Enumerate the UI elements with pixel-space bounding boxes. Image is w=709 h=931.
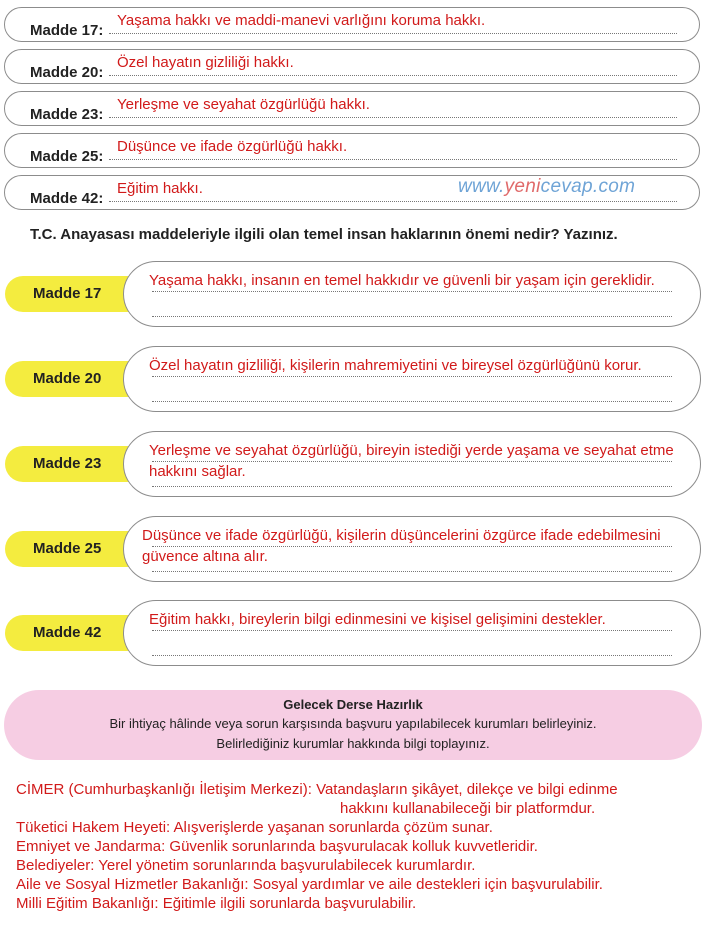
dotted-line [109,201,677,202]
site-watermark [458,176,635,198]
article-answer: Yaşama hakkı ve maddi-manevi varlığını koruma hakkı. [117,12,486,29]
institution-item: Emniyet ve Jandarma: Güvenlik sorunlarında başvurulacak kolluk kuvvetleridir. [16,838,538,855]
dotted-line [152,546,672,547]
article-label: Madde 42: [30,190,104,207]
watermark-accent: yeni [504,176,541,197]
dotted-line [152,461,672,462]
article-label: Madde 25: [30,148,104,165]
answer-text: Yerleşme ve seyahat özgürlüğü, bireyin istediği yerde yaşama ve seyahat etme hakkını sağlar. [149,442,674,480]
dotted-line [109,159,677,160]
article-pill: Madde 17 [5,276,145,312]
answer-box [123,261,701,327]
article-pill: Madde 20 [5,361,145,397]
dotted-line [152,401,672,402]
answer-text: Eğitim hakkı, bireylerin bilgi edinmesini ve kişisel gelişimini destekler. [149,611,606,628]
article-pill: Madde 42 [5,615,145,651]
article-answer: Özel hayatın gizliliği hakkı. [117,54,294,71]
article-answer: Düşünce ve ifade özgürlüğü hakkı. [117,138,348,155]
article-row [4,91,700,126]
article-row [4,49,700,84]
dotted-line [152,291,672,292]
answer-box [123,346,701,412]
dotted-line [152,376,672,377]
article-label: Madde 17: [30,22,104,39]
dotted-line [109,33,677,34]
institution-item: Belediyeler: Yerel yönetim sorunlarında başvurulabilecek kurumlardır. [16,857,476,874]
answer-box [123,431,701,497]
answer-text: Düşünce ve ifade özgürlüğü, kişilerin düşüncelerini özgürce ifade edebilmesini güvence altına alır. [142,527,661,565]
article-row [4,133,700,168]
article-answer: Yerleşme ve seyahat özgürlüğü hakkı. [117,96,370,113]
dotted-line [152,630,672,631]
prep-line: Bir ihtiyaç hâlinde veya sorun karşısında başvuru yapılabilecek kurumları belirleyiniz. [109,716,597,731]
dotted-line [152,486,672,487]
institution-item: Tüketici Hakem Heyeti: Alışverişlerde yaşanan sorunlarda çözüm sunar. [16,819,493,836]
institution-item: CİMER (Cumhurbaşkanlığı İletişim Merkezi): Vatandaşların şikâyet, dilekçe ve bilgi edinme [16,781,618,798]
institution-item: Aile ve Sosyal Hizmetler Bakanlığı: Sosyal yardımlar ve aile destekleri için başvurulabilir. [16,876,603,893]
article-row [4,7,700,42]
article-label: Madde 20: [30,64,104,81]
answer-text: Yaşama hakkı, insanın en temel hakkıdır ve güvenli bir yaşam için gereklidir. [149,272,655,289]
dotted-line [109,117,677,118]
answer-text: Özel hayatın gizliliği, kişilerin mahremiyetini ve bireysel özgürlüğünü korur. [149,357,642,374]
answer-box [123,600,701,666]
dotted-line [152,655,672,656]
article-answer: Eğitim hakkı. [117,180,203,197]
answer-box [123,516,701,582]
question-text: T.C. Anayasası maddeleriyle ilgili olan temel insan haklarının önemi nedir? Yazınız. [30,226,618,243]
prep-line: Belirlediğiniz kurumlar hakkında bilgi toplayınız. [216,736,490,751]
dotted-line [152,571,672,572]
watermark-suffix: cevap.com [540,176,636,197]
next-lesson-prep-box [4,690,702,760]
institution-item: Milli Eğitim Bakanlığı: Eğitimle ilgili sorunlarda başvurulabilir. [16,895,417,912]
dotted-line [109,75,677,76]
institution-item-continued: hakkını kullanabileceği bir platformdur. [340,800,596,817]
article-label: Madde 23: [30,106,104,123]
article-pill: Madde 23 [5,446,145,482]
dotted-line [152,316,672,317]
prep-title: Gelecek Derse Hazırlık [283,697,423,712]
watermark-prefix: www. [458,176,505,197]
article-pill: Madde 25 [5,531,145,567]
